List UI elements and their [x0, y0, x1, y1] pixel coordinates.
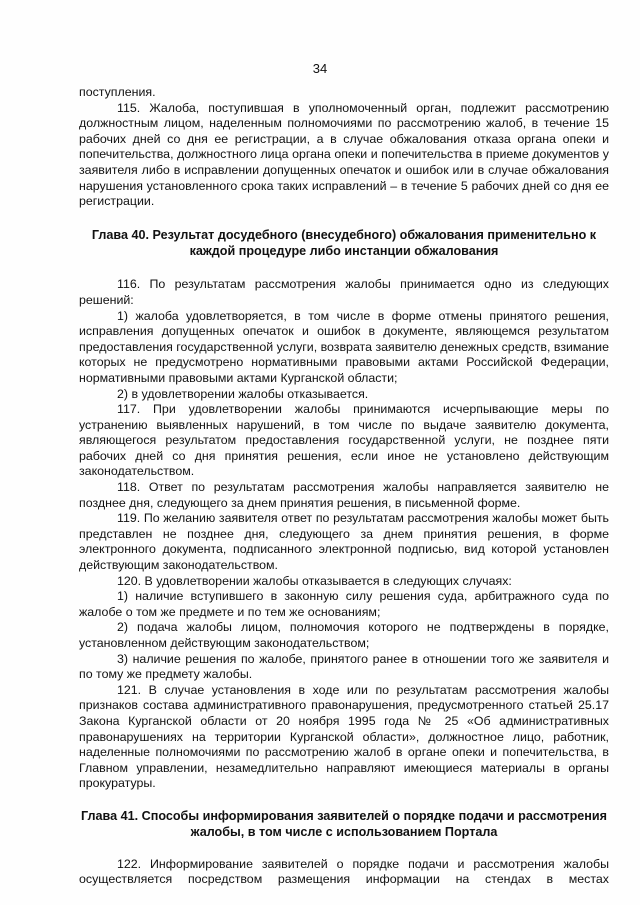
paragraph-116: 116. По результатам рассмотрения жалобы принимается одно из следующих решений:: [79, 277, 609, 307]
chapter-40-heading: Глава 40. Результат досудебного (внесудебного) обжалования применительно к каждой процедуре либо инстанции обжалования: [91, 227, 597, 258]
paragraph-120-item-1: 1) наличие вступившего в законную силу решения суда, арбитражного суда по жалобе о том же предмете и по тем же основаниям;: [79, 589, 609, 619]
paragraph-122: 122. Информирование заявителей о порядке подачи и рассмотрения жалобы осуществляется посредством размещения информации на стендах в местах: [79, 856, 609, 887]
paragraph-continuation: поступления.: [79, 85, 156, 99]
paragraph-117: 117. При удовлетворении жалобы принимаются исчерпывающие меры по устранению выявленных нарушений, в том числе по выдаче заявителю документа, являющегося результатом предоставления государственной услуги, не позднее пяти рабочих дней со дня принятия решения, если иное не установлено действующим законодательством.: [79, 402, 609, 479]
paragraph-120-item-2: 2) подача жалобы лицом, полномочия которого не подтверждены в порядке, установленном действующим законодательством;: [79, 620, 609, 650]
paragraph-115: 115. Жалоба, поступившая в уполномоченный орган, подлежит рассмотрению должностным лицом, наделенным полномочиями по рассмотрению жалоб, в течение 15 рабочих дней со дня ее регистрации, а в случае обжалования отказа органа опеки и попечительства, должностного лица органа опеки и попечительства в приеме документов у заявителя либо в исправлении допущенных опечаток и ошибок или в случае обжалования нарушения установленного срока таких исправлений – в течение 5 рабочих дней со дня ее регистрации.: [79, 100, 609, 209]
page-number: 34: [312, 61, 328, 76]
paragraph-118: 118. Ответ по результатам рассмотрения жалобы направляется заявителю не позднее дня, следующего за днем принятия решения, в письменной форме.: [79, 480, 609, 510]
paragraph-121: 121. В случае установления в ходе или по результатам рассмотрения жалобы признаков состава административного правонарушения, предусмотренного статьей 25.17 Закона Курганской области от 20 ноября 1995 года № 25 «Об административных правонарушениях на территории Курганской области», должностное лицо, работник, наделенные полномочиями по рассмотрению жалоб в органе опеки и попечительства, в Главном управлении, незамедлительно направляют имеющиеся материалы в органы прокуратуры.: [79, 682, 609, 791]
paragraph-120: 120. В удовлетворении жалобы отказывается в следующих случаях:: [117, 573, 512, 588]
paragraph-116-item-1: 1) жалоба удовлетворяется, в том числе в форме отмены принятого решения, исправления допущенных опечаток и ошибок в документе, являющемся результатом предоставления государственной услуги, возврата заявителю денежных средств, взимание которых не предусмотрено нормативными правовыми актами Российской Федерации, нормативными правовыми актами Курганской области;: [79, 308, 609, 385]
paragraph-116-item-2: 2) в удовлетворении жалобы отказывается.: [117, 386, 369, 401]
document-body: [79, 85, 609, 888]
chapter-41-heading: Глава 41. Способы информирования заявителей о порядке подачи и рассмотрения жалобы, в том числе с использованием Портала: [81, 808, 607, 839]
paragraph-120-item-3: 3) наличие решения по жалобе, принятого ранее в отношении того же заявителя и по тому же предмету жалобы.: [79, 651, 609, 682]
paragraph-119: 119. По желанию заявителя ответ по результатам рассмотрения жалобы может быть представлен не позднее дня, следующего за днем принятия решения, в форме электронного документа, подписанного электронной подписью, вид которой установлен действующим законодательством.: [79, 511, 609, 573]
